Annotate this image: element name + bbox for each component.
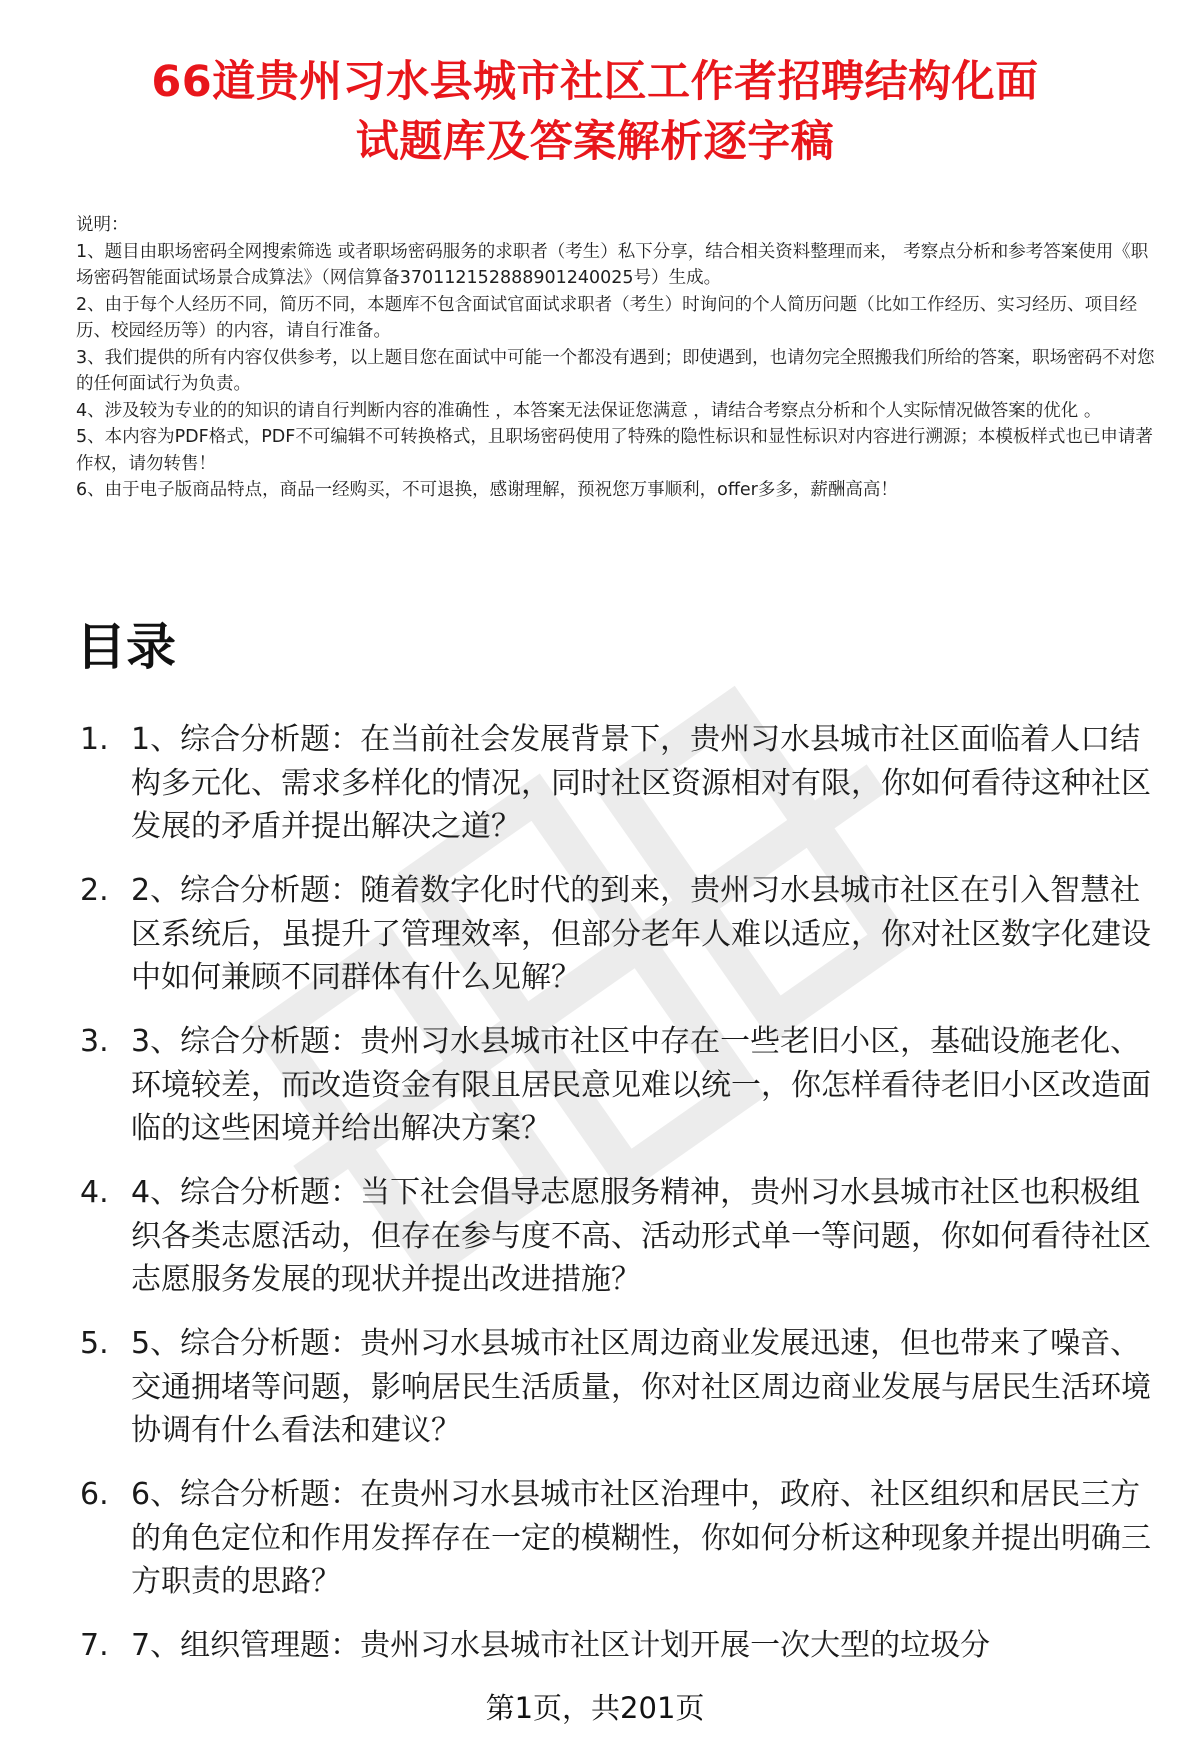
- toc-entry[interactable]: [76, 1322, 1166, 1453]
- toc-entry-text: 6、综合分析题：在贵州习水县城市社区治理中，政府、社区组织和居民三方的角色定位和作用发挥存在一定的模糊性，你如何分析这种现象并提出明确三方职责的思路？: [131, 1477, 1151, 1599]
- table-of-contents: [76, 718, 1166, 1688]
- toc-entry-number: 7.: [80, 1628, 109, 1663]
- document-title: [70, 52, 1120, 172]
- document-title-line-2: 试题库及答案解析逐字稿: [355, 117, 835, 167]
- instruction-item: 5、本内容为PDF格式，PDF不可编辑不可转换格式，且职场密码使用了特殊的隐性标识和显性标识对内容进行溯源；本模板样式也已申请著作权，请勿转售！: [76, 427, 1153, 474]
- instruction-item: 2、由于每个人经历不同，简历不同，本题库不包含面试官面试求职者（考生）时询问的个人简历问题（比如工作经历、实习经历、项目经历、校园经历等）的内容，请自行准备。: [76, 294, 1138, 341]
- instruction-item: 3、我们提供的所有内容仅供参考，以上题目您在面试中可能一个都没有遇到；即使遇到，也请勿完全照搬我们所给的答案，职场密码不对您的任何面试行为负责。: [76, 347, 1155, 394]
- instructions-section: [76, 212, 1158, 504]
- toc-entry[interactable]: [76, 1624, 1166, 1668]
- document-title-line-1: 66道贵州习水县城市社区工作者招聘结构化面: [151, 57, 1039, 107]
- toc-entry-number: 3.: [80, 1024, 109, 1059]
- instruction-item: 4、涉及较为专业的的知识的请自行判断内容的准确性 ，本答案无法保证您满意 ，请结合考察点分析和个人实际情况做答案的优化 。: [76, 400, 1102, 421]
- page-number-footer: 第1页，共201页: [485, 1691, 705, 1725]
- toc-entry-number: 1.: [80, 722, 109, 757]
- toc-entry-number: 2.: [80, 873, 109, 908]
- instruction-item: 1、题目由职场密码全网搜索筛选 或者职场密码服务的求职者（考生）私下分享，结合相关资料整理而来， 考察点分析和参考答案使用《职场密码智能面试场景合成算法》（网信算备370112152888901240025号）生成。: [76, 241, 1149, 288]
- toc-entry-text: 4、综合分析题：当下社会倡导志愿服务精神，贵州习水县城市社区也积极组织各类志愿活动，但存在参与度不高、活动形式单一等问题，你如何看待社区志愿服务发展的现状并提出改进措施？: [131, 1175, 1151, 1297]
- toc-entry-text: 7、组织管理题：贵州习水县城市社区计划开展一次大型的垃圾分: [131, 1628, 991, 1663]
- toc-entry-text: 3、综合分析题：贵州习水县城市社区中存在一些老旧小区，基础设施老化、环境较差，而改造资金有限且居民意见难以统一，你怎样看待老旧小区改造面临的这些困境并给出解决方案？: [131, 1024, 1151, 1146]
- toc-entry-number: 4.: [80, 1175, 109, 1210]
- instruction-item: 6、由于电子版商品特点，商品一经购买，不可退换，感谢理解，预祝您万事顺利，offer多多，薪酬高高！: [76, 480, 898, 500]
- toc-entry-text: 5、综合分析题：贵州习水县城市社区周边商业发展迅速，但也带来了噪音、交通拥堵等问题，影响居民生活质量，你对社区周边商业发展与居民生活环境协调有什么看法和建议？: [131, 1326, 1151, 1448]
- toc-entry-number: 6.: [80, 1477, 109, 1512]
- toc-entry[interactable]: [76, 718, 1166, 849]
- toc-entry-number: 5.: [80, 1326, 109, 1361]
- toc-entry[interactable]: [76, 1171, 1166, 1302]
- toc-entry-text: 1、综合分析题：在当前社会发展背景下，贵州习水县城市社区面临着人口结构多元化、需求多样化的情况，同时社区资源相对有限，你如何看待这种社区发展的矛盾并提出解决之道？: [131, 722, 1151, 844]
- toc-entry[interactable]: [76, 1020, 1166, 1151]
- toc-entry-text: 2、综合分析题：随着数字化时代的到来，贵州习水县城市社区在引入智慧社区系统后，虽提升了管理效率，但部分老年人难以适应，你对社区数字化建设中如何兼顾不同群体有什么见解？: [131, 873, 1151, 995]
- toc-heading: 目录: [76, 618, 176, 676]
- toc-entry[interactable]: [76, 1473, 1166, 1604]
- toc-entry[interactable]: [76, 869, 1166, 1000]
- instructions-heading: 说明：: [76, 215, 129, 235]
